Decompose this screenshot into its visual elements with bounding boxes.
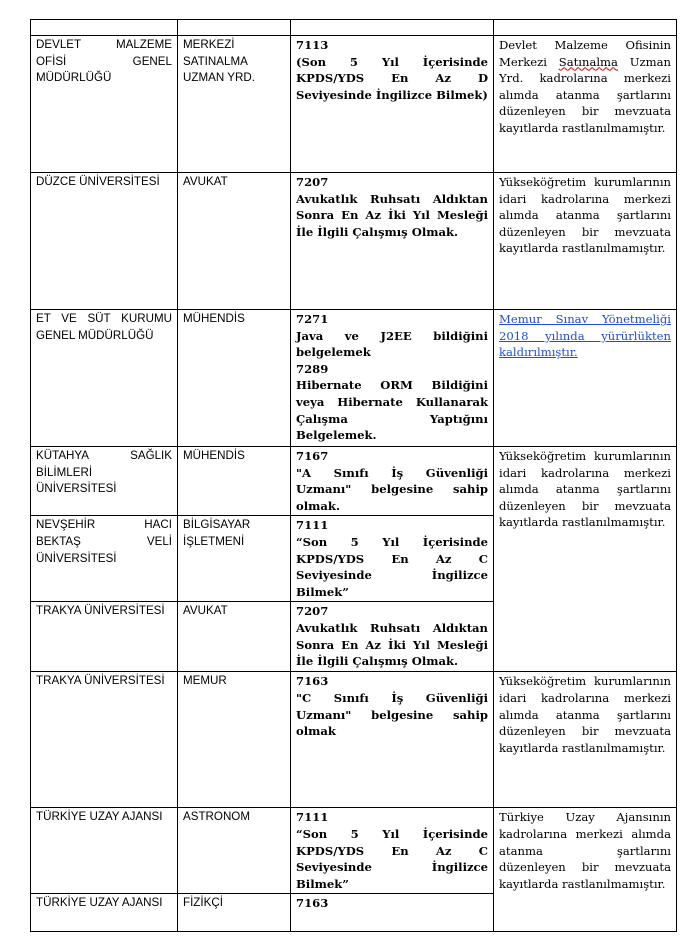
table-row: [31, 173, 677, 310]
position-cell: AVUKAT: [178, 173, 291, 310]
empty-cell: [31, 20, 178, 36]
requirement-cell: [291, 672, 494, 808]
table-header-row: [31, 20, 677, 36]
requirement-text: Hibernate ORM Bildiğini veya Hibernate Kullanarak Çalışma Yaptığını Belgelemek.: [296, 378, 488, 443]
exam-code: 7207: [296, 604, 329, 619]
spellcheck-word: Satınalma: [558, 54, 618, 69]
exam-code: 7163: [296, 896, 329, 911]
note-text: Uzman Yrd. kadrolarına merkezi alımda atanma şartlarını düzenleyen bir mevzuata kayıtlarda rastlanılmamıştır.: [499, 54, 671, 135]
position-cell: ASTRONOM: [178, 808, 291, 894]
exam-code: 7207: [296, 175, 329, 189]
institution-cell: TÜRKİYE UZAY AJANSI: [31, 894, 178, 932]
note-cell: Yükseköğretim kurumlarının idari kadrolarına merkezi alımda atanma şartlarını düzenleyen bir mevzuata kayıtlarda rastlanılmamıştır.: [494, 672, 677, 808]
exam-code: 7289: [296, 361, 329, 376]
exam-code: 7167: [296, 449, 329, 463]
exam-code: 7111: [296, 810, 329, 825]
table-row: [31, 672, 677, 808]
note-cell: [494, 36, 677, 173]
table-row: [31, 310, 677, 447]
requirement-text: "A Sınıfı İş Güvenliği Uzmanı" belgesine sahip olmak.: [296, 465, 488, 513]
position-cell: AVUKAT: [178, 602, 291, 672]
institution-cell: TRAKYA ÜNİVERSİTESİ: [31, 672, 178, 808]
note-cell: Yükseköğretim kurumlarının idari kadrolarına merkezi alımda atanma şartlarını düzenleyen bir mevzuata kayıtlarda rastlanılmamıştır.: [494, 173, 677, 310]
empty-cell: [291, 20, 494, 36]
institution-cell: KÜTAHYA SAĞLIK BİLİMLERİ ÜNİVERSİTESİ: [31, 447, 178, 516]
requirement-cell: [291, 310, 494, 447]
institution-cell: DEVLET MALZEME OFİSİ GENEL MÜDÜRLÜĞÜ: [31, 36, 178, 173]
institution-cell: ET VE SÜT KURUMU GENEL MÜDÜRLÜĞÜ: [31, 310, 178, 447]
requirement-cell: [291, 516, 494, 602]
institution-cell: TRAKYA ÜNİVERSİTESİ: [31, 602, 178, 672]
position-cell: MERKEZİ SATINALMA UZMAN YRD.: [178, 36, 291, 173]
regulation-link[interactable]: Memur Sınav Yönetmeliği 2018 yılında yürürlükten kaldırılmıştır.: [499, 312, 671, 360]
requirement-cell: [291, 173, 494, 310]
position-cell: MÜHENDİS: [178, 447, 291, 516]
exam-code: 7111: [296, 518, 329, 533]
requirement-text: “Son 5 Yıl İçerisinde KPDS/YDS En Az C Seviyesinde İngilizce Bilmek”: [296, 826, 488, 891]
requirements-table: [30, 19, 677, 932]
requirement-text: “Son 5 Yıl İçerisinde KPDS/YDS En Az C Seviyesinde İngilizce Bilmek”: [296, 534, 488, 599]
note-text: Devlet Malzeme Ofisinin Merkezi: [499, 38, 671, 69]
requirement-text: "C Sınıfı İş Güvenliği Uzmanı" belgesine sahip olmak: [296, 690, 488, 739]
empty-cell: [494, 20, 677, 36]
position-cell: MÜHENDİS: [178, 310, 291, 447]
exam-code: 7163: [296, 674, 329, 689]
empty-cell: [178, 20, 291, 36]
requirement-text: Avukatlık Ruhsatı Aldıktan Sonra En Az İki Yıl Mesleği İle İlgili Çalışmış Olmak.: [296, 191, 488, 239]
table-row: [31, 447, 677, 516]
exam-code: 7113: [296, 38, 329, 52]
requirement-cell: [291, 602, 494, 672]
institution-cell: DÜZCE ÜNİVERSİTESİ: [31, 173, 178, 310]
requirement-text: (Son 5 Yıl İçerisinde KPDS/YDS En Az D Seviyesinde İngilizce Bilmek): [296, 54, 488, 102]
requirement-cell: [291, 894, 494, 932]
requirement-cell: [291, 447, 494, 516]
position-cell: FİZİKÇİ: [178, 894, 291, 932]
note-cell: Yükseköğretim kurumlarının idari kadrolarına merkezi alımda atanma şartlarını düzenleyen bir mevzuata kayıtlarda rastlanılmamıştır.: [494, 447, 677, 672]
requirement-text: Java ve J2EE bildiğini belgelemek: [296, 328, 488, 360]
position-cell: BİLGİSAYAR İŞLETMENİ: [178, 516, 291, 602]
note-cell: Türkiye Uzay Ajansının kadrolarına merkezi alımda atanma şartlarını düzenleyen bir mevzuata kayıtlarda rastlanılmamıştır.: [494, 808, 677, 932]
institution-cell: NEVŞEHİR HACI BEKTAŞ VELİ ÜNİVERSİTESİ: [31, 516, 178, 602]
requirement-cell: [291, 808, 494, 894]
requirement-text: Avukatlık Ruhsatı Aldıktan Sonra En Az İki Yıl Mesleği İle İlgili Çalışmış Olmak.: [296, 620, 488, 669]
table-row: [31, 36, 677, 173]
exam-code: 7271: [296, 312, 329, 326]
institution-cell: TÜRKİYE UZAY AJANSI: [31, 808, 178, 894]
position-cell: MEMUR: [178, 672, 291, 808]
requirement-cell: [291, 36, 494, 173]
table-row: [31, 808, 677, 894]
note-cell: [494, 310, 677, 447]
